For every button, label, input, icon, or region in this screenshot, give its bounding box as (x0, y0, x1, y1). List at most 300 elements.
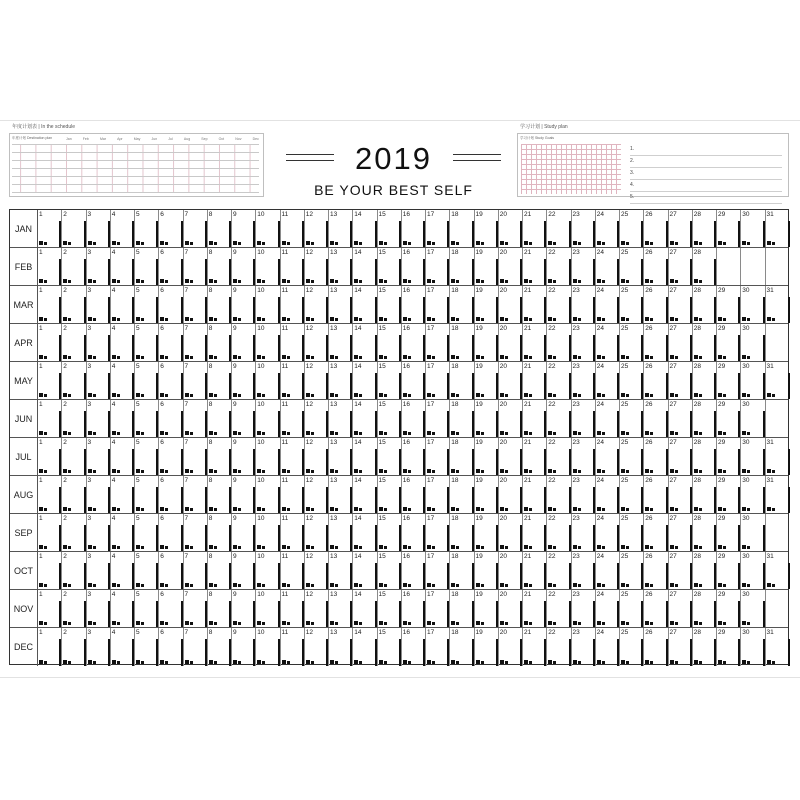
day-cell[interactable] (38, 286, 62, 323)
day-cell[interactable] (184, 476, 208, 513)
study-plan-line[interactable]: 1. (630, 144, 782, 156)
study-plan-line[interactable]: 4. (630, 180, 782, 192)
day-cell[interactable] (620, 362, 644, 399)
day-cell[interactable] (62, 210, 86, 247)
day-cell[interactable] (572, 248, 596, 285)
day-cell[interactable] (305, 476, 329, 513)
day-cell[interactable] (281, 362, 305, 399)
day-cell[interactable] (547, 210, 571, 247)
day-cell[interactable] (38, 590, 62, 627)
day-cell[interactable] (644, 210, 668, 247)
day-cell[interactable] (596, 248, 620, 285)
day-cell[interactable] (717, 210, 741, 247)
day-cell[interactable] (475, 590, 499, 627)
day-cell[interactable] (62, 590, 86, 627)
day-cell[interactable] (596, 362, 620, 399)
day-cell[interactable] (232, 210, 256, 247)
day-cell[interactable] (547, 514, 571, 551)
day-cell[interactable] (329, 552, 353, 589)
day-cell[interactable] (547, 362, 571, 399)
day-cell[interactable] (208, 286, 232, 323)
day-cell[interactable] (475, 400, 499, 437)
day-cell[interactable] (329, 628, 353, 666)
day-cell[interactable] (766, 438, 790, 475)
day-cell[interactable] (159, 286, 183, 323)
day-cell[interactable] (111, 514, 135, 551)
day-cell[interactable] (111, 552, 135, 589)
day-cell[interactable] (596, 590, 620, 627)
day-cell[interactable] (475, 476, 499, 513)
day-cell[interactable] (596, 552, 620, 589)
day-cell[interactable] (378, 210, 402, 247)
day-cell[interactable] (693, 628, 717, 666)
day-cell[interactable] (62, 628, 86, 666)
day-cell[interactable] (402, 286, 426, 323)
day-cell[interactable] (378, 286, 402, 323)
day-cell[interactable] (256, 286, 280, 323)
day-cell[interactable] (135, 210, 159, 247)
day-cell[interactable] (669, 324, 693, 361)
day-cell[interactable] (741, 210, 765, 247)
day-cell[interactable] (547, 590, 571, 627)
day-cell[interactable] (305, 514, 329, 551)
day-cell[interactable] (305, 248, 329, 285)
day-cell[interactable] (499, 438, 523, 475)
day-cell[interactable] (402, 552, 426, 589)
day-cell[interactable] (38, 552, 62, 589)
day-cell[interactable] (184, 628, 208, 666)
day-cell[interactable] (378, 628, 402, 666)
day-cell[interactable] (208, 438, 232, 475)
day-cell[interactable] (62, 324, 86, 361)
day-cell[interactable] (159, 362, 183, 399)
day-cell[interactable] (184, 362, 208, 399)
day-cell[interactable] (426, 248, 450, 285)
day-cell[interactable] (135, 362, 159, 399)
day-cell[interactable] (329, 248, 353, 285)
day-cell[interactable] (329, 476, 353, 513)
day-cell[interactable] (62, 438, 86, 475)
day-cell[interactable] (353, 286, 377, 323)
day-cell[interactable] (232, 552, 256, 589)
day-cell[interactable] (402, 248, 426, 285)
day-cell[interactable] (717, 362, 741, 399)
day-cell[interactable] (329, 438, 353, 475)
day-cell[interactable] (450, 248, 474, 285)
study-plan-line[interactable]: 3. (630, 168, 782, 180)
day-cell[interactable] (329, 400, 353, 437)
day-cell[interactable] (111, 210, 135, 247)
day-cell[interactable] (111, 476, 135, 513)
day-cell[interactable] (450, 400, 474, 437)
day-cell[interactable] (475, 552, 499, 589)
day-cell[interactable] (184, 248, 208, 285)
day-cell[interactable] (305, 552, 329, 589)
day-cell[interactable] (741, 286, 765, 323)
day-cell[interactable] (644, 590, 668, 627)
day-cell[interactable] (184, 514, 208, 551)
day-cell[interactable] (232, 324, 256, 361)
day-cell[interactable] (693, 438, 717, 475)
day-cell[interactable] (426, 476, 450, 513)
day-cell[interactable] (572, 324, 596, 361)
day-cell[interactable] (281, 324, 305, 361)
day-cell[interactable] (305, 438, 329, 475)
day-cell[interactable] (38, 438, 62, 475)
day-cell[interactable] (329, 286, 353, 323)
day-cell[interactable] (450, 210, 474, 247)
day-cell[interactable] (499, 324, 523, 361)
day-cell[interactable] (693, 400, 717, 437)
day-cell[interactable] (256, 476, 280, 513)
day-cell[interactable] (402, 324, 426, 361)
day-cell[interactable] (184, 210, 208, 247)
day-cell[interactable] (159, 210, 183, 247)
day-cell[interactable] (353, 438, 377, 475)
day-cell[interactable] (741, 514, 765, 551)
day-cell[interactable] (135, 438, 159, 475)
day-cell[interactable] (669, 248, 693, 285)
day-cell[interactable] (426, 210, 450, 247)
day-cell[interactable] (38, 514, 62, 551)
study-plan-line[interactable]: 5. (630, 192, 782, 204)
day-cell[interactable] (256, 590, 280, 627)
day-cell[interactable] (62, 400, 86, 437)
day-cell[interactable] (281, 248, 305, 285)
day-cell[interactable] (741, 362, 765, 399)
day-cell[interactable] (669, 400, 693, 437)
day-cell[interactable] (281, 400, 305, 437)
day-cell[interactable] (450, 476, 474, 513)
day-cell[interactable] (184, 438, 208, 475)
day-cell[interactable] (402, 362, 426, 399)
day-cell[interactable] (669, 438, 693, 475)
day-cell[interactable] (232, 362, 256, 399)
day-cell[interactable] (111, 286, 135, 323)
day-cell[interactable] (256, 324, 280, 361)
day-cell[interactable] (620, 628, 644, 666)
day-cell[interactable] (475, 438, 499, 475)
day-cell[interactable] (717, 514, 741, 551)
day-cell[interactable] (572, 362, 596, 399)
day-cell[interactable] (572, 514, 596, 551)
day-cell[interactable] (693, 362, 717, 399)
day-cell[interactable] (426, 628, 450, 666)
day-cell[interactable] (572, 476, 596, 513)
day-cell[interactable] (159, 324, 183, 361)
day-cell[interactable] (87, 286, 111, 323)
day-cell[interactable] (620, 438, 644, 475)
day-cell[interactable] (572, 552, 596, 589)
day-cell[interactable] (305, 210, 329, 247)
day-cell[interactable] (547, 438, 571, 475)
day-cell[interactable] (596, 324, 620, 361)
day-cell[interactable] (717, 628, 741, 666)
day-cell[interactable] (87, 438, 111, 475)
day-cell[interactable] (693, 552, 717, 589)
day-cell[interactable] (572, 628, 596, 666)
day-cell[interactable] (111, 590, 135, 627)
day-cell[interactable] (669, 628, 693, 666)
day-cell[interactable] (402, 476, 426, 513)
day-cell[interactable] (620, 210, 644, 247)
day-cell[interactable] (159, 514, 183, 551)
day-cell[interactable] (547, 286, 571, 323)
day-cell[interactable] (741, 324, 765, 361)
day-cell[interactable] (281, 438, 305, 475)
day-cell[interactable] (256, 438, 280, 475)
day-cell[interactable] (620, 400, 644, 437)
day-cell[interactable] (135, 476, 159, 513)
day-cell[interactable] (669, 514, 693, 551)
day-cell[interactable] (426, 324, 450, 361)
day-cell[interactable] (450, 552, 474, 589)
day-cell[interactable] (450, 286, 474, 323)
day-cell[interactable] (378, 362, 402, 399)
day-cell[interactable] (499, 286, 523, 323)
day-cell[interactable] (523, 210, 547, 247)
day-cell[interactable] (402, 210, 426, 247)
day-cell[interactable] (38, 476, 62, 513)
day-cell[interactable] (232, 248, 256, 285)
day-cell[interactable] (499, 476, 523, 513)
day-cell[interactable] (717, 590, 741, 627)
day-cell[interactable] (547, 400, 571, 437)
day-cell[interactable] (547, 248, 571, 285)
day-cell[interactable] (232, 514, 256, 551)
day-cell[interactable] (87, 324, 111, 361)
day-cell[interactable] (353, 590, 377, 627)
day-cell[interactable] (87, 476, 111, 513)
day-cell[interactable] (547, 552, 571, 589)
day-cell[interactable] (378, 324, 402, 361)
day-cell[interactable] (305, 324, 329, 361)
day-cell[interactable] (693, 210, 717, 247)
day-cell[interactable] (741, 476, 765, 513)
day-cell[interactable] (596, 438, 620, 475)
day-cell[interactable] (475, 628, 499, 666)
day-cell[interactable] (669, 362, 693, 399)
day-cell[interactable] (208, 324, 232, 361)
day-cell[interactable] (620, 552, 644, 589)
day-cell[interactable] (159, 248, 183, 285)
day-cell[interactable] (741, 438, 765, 475)
day-cell[interactable] (426, 552, 450, 589)
day-cell[interactable] (256, 210, 280, 247)
day-cell[interactable] (572, 286, 596, 323)
day-cell[interactable] (499, 210, 523, 247)
day-cell[interactable] (669, 552, 693, 589)
day-cell[interactable] (281, 552, 305, 589)
day-cell[interactable] (766, 552, 790, 589)
day-cell[interactable] (450, 362, 474, 399)
day-cell[interactable] (717, 438, 741, 475)
day-cell[interactable] (378, 476, 402, 513)
day-cell[interactable] (87, 248, 111, 285)
day-cell[interactable] (135, 324, 159, 361)
day-cell[interactable] (353, 324, 377, 361)
day-cell[interactable] (232, 628, 256, 666)
day-cell[interactable] (693, 590, 717, 627)
day-cell[interactable] (450, 628, 474, 666)
day-cell[interactable] (281, 628, 305, 666)
day-cell[interactable] (38, 248, 62, 285)
day-cell[interactable] (87, 590, 111, 627)
day-cell[interactable] (450, 514, 474, 551)
day-cell[interactable] (184, 400, 208, 437)
day-cell[interactable] (378, 400, 402, 437)
day-cell[interactable] (353, 514, 377, 551)
day-cell[interactable] (741, 400, 765, 437)
day-cell[interactable] (693, 324, 717, 361)
day-cell[interactable] (353, 476, 377, 513)
day-cell[interactable] (329, 210, 353, 247)
day-cell[interactable] (523, 286, 547, 323)
day-cell[interactable] (523, 628, 547, 666)
day-cell[interactable] (620, 248, 644, 285)
day-cell[interactable] (62, 248, 86, 285)
day-cell[interactable] (208, 400, 232, 437)
day-cell[interactable] (329, 362, 353, 399)
day-cell[interactable] (256, 628, 280, 666)
day-cell[interactable] (353, 362, 377, 399)
day-cell[interactable] (159, 476, 183, 513)
day-cell[interactable] (208, 514, 232, 551)
day-cell[interactable] (111, 438, 135, 475)
day-cell[interactable] (426, 400, 450, 437)
day-cell[interactable] (305, 286, 329, 323)
day-cell[interactable] (693, 514, 717, 551)
day-cell[interactable] (523, 514, 547, 551)
day-cell[interactable] (669, 476, 693, 513)
day-cell[interactable] (329, 590, 353, 627)
day-cell[interactable] (596, 476, 620, 513)
day-cell[interactable] (378, 438, 402, 475)
day-cell[interactable] (644, 628, 668, 666)
day-cell[interactable] (499, 248, 523, 285)
day-cell[interactable] (523, 400, 547, 437)
day-cell[interactable] (644, 248, 668, 285)
day-cell[interactable] (62, 476, 86, 513)
day-cell[interactable] (135, 552, 159, 589)
day-cell[interactable] (644, 438, 668, 475)
day-cell[interactable] (184, 590, 208, 627)
day-cell[interactable] (38, 210, 62, 247)
day-cell[interactable] (669, 286, 693, 323)
day-cell[interactable] (693, 476, 717, 513)
day-cell[interactable] (644, 476, 668, 513)
day-cell[interactable] (353, 248, 377, 285)
day-cell[interactable] (572, 210, 596, 247)
day-cell[interactable] (426, 362, 450, 399)
day-cell[interactable] (644, 514, 668, 551)
day-cell[interactable] (353, 210, 377, 247)
day-cell[interactable] (475, 248, 499, 285)
day-cell[interactable] (572, 438, 596, 475)
day-cell[interactable] (208, 590, 232, 627)
day-cell[interactable] (402, 590, 426, 627)
day-cell[interactable] (38, 400, 62, 437)
day-cell[interactable] (87, 362, 111, 399)
day-cell[interactable] (281, 590, 305, 627)
day-cell[interactable] (353, 552, 377, 589)
day-cell[interactable] (547, 628, 571, 666)
day-cell[interactable] (523, 476, 547, 513)
day-cell[interactable] (450, 324, 474, 361)
day-cell[interactable] (232, 590, 256, 627)
day-cell[interactable] (402, 400, 426, 437)
day-cell[interactable] (644, 286, 668, 323)
day-cell[interactable] (256, 248, 280, 285)
day-cell[interactable] (135, 590, 159, 627)
day-cell[interactable] (596, 286, 620, 323)
day-cell[interactable] (669, 210, 693, 247)
day-cell[interactable] (378, 514, 402, 551)
day-cell[interactable] (208, 476, 232, 513)
day-cell[interactable] (135, 248, 159, 285)
day-cell[interactable] (620, 286, 644, 323)
day-cell[interactable] (766, 476, 790, 513)
day-cell[interactable] (475, 210, 499, 247)
day-cell[interactable] (329, 324, 353, 361)
day-cell[interactable] (159, 552, 183, 589)
day-cell[interactable] (596, 514, 620, 551)
day-cell[interactable] (523, 590, 547, 627)
day-cell[interactable] (644, 552, 668, 589)
day-cell[interactable] (256, 514, 280, 551)
day-cell[interactable] (281, 514, 305, 551)
day-cell[interactable] (184, 324, 208, 361)
day-cell[interactable] (402, 438, 426, 475)
day-cell[interactable] (523, 362, 547, 399)
day-cell[interactable] (62, 362, 86, 399)
day-cell[interactable] (378, 552, 402, 589)
day-cell[interactable] (499, 552, 523, 589)
day-cell[interactable] (669, 590, 693, 627)
day-cell[interactable] (475, 362, 499, 399)
day-cell[interactable] (38, 324, 62, 361)
day-cell[interactable] (523, 248, 547, 285)
day-cell[interactable] (208, 248, 232, 285)
day-cell[interactable] (111, 400, 135, 437)
day-cell[interactable] (499, 590, 523, 627)
day-cell[interactable] (475, 514, 499, 551)
day-cell[interactable] (87, 514, 111, 551)
day-cell[interactable] (329, 514, 353, 551)
day-cell[interactable] (232, 286, 256, 323)
day-cell[interactable] (741, 552, 765, 589)
day-cell[interactable] (38, 628, 62, 666)
day-cell[interactable] (208, 552, 232, 589)
day-cell[interactable] (305, 628, 329, 666)
day-cell[interactable] (766, 286, 790, 323)
day-cell[interactable] (766, 362, 790, 399)
day-cell[interactable] (644, 400, 668, 437)
day-cell[interactable] (232, 438, 256, 475)
day-cell[interactable] (596, 400, 620, 437)
day-cell[interactable] (232, 400, 256, 437)
day-cell[interactable] (620, 324, 644, 361)
day-cell[interactable] (547, 476, 571, 513)
day-cell[interactable] (256, 362, 280, 399)
day-cell[interactable] (475, 324, 499, 361)
day-cell[interactable] (620, 476, 644, 513)
day-cell[interactable] (159, 438, 183, 475)
day-cell[interactable] (402, 514, 426, 551)
day-cell[interactable] (693, 286, 717, 323)
day-cell[interactable] (62, 514, 86, 551)
day-cell[interactable] (256, 400, 280, 437)
